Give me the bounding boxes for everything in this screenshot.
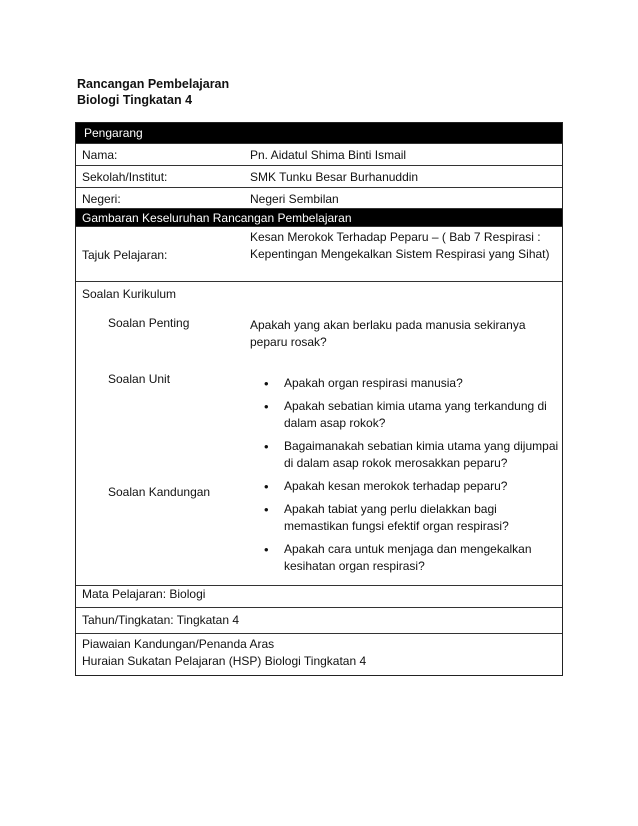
soalan-kurikulum-header: Soalan Kurikulum bbox=[82, 287, 177, 301]
list-item: • Apakah kesan merokok terhadap peparu? bbox=[254, 478, 560, 495]
tahun-row bbox=[76, 607, 562, 634]
negeri-label: Negeri: bbox=[82, 192, 121, 206]
list-item: • Apakah cara untuk menjaga dan mengekalkan kesihatan organ respirasi? bbox=[254, 541, 560, 575]
list-item: • Apakah sebatian kimia utama yang terkandung di dalam asap rokok? bbox=[254, 398, 560, 432]
tahun-tingkatan: Tahun/Tingkatan: Tingkatan 4 bbox=[82, 613, 239, 627]
list-item: • Bagaimanakah sebatian kimia utama yang dijumpai di dalam asap rokok merosakkan peparu? bbox=[254, 438, 560, 472]
nama-row bbox=[76, 143, 562, 166]
nama-value: Pn. Aidatul Shima Binti Ismail bbox=[250, 148, 407, 162]
tajuk-row bbox=[76, 226, 562, 282]
lesson-plan-table bbox=[75, 122, 563, 676]
piawaian-row bbox=[76, 633, 562, 678]
title-line-2: Biologi Tingkatan 4 bbox=[77, 93, 193, 107]
pengarang-header: Pengarang bbox=[84, 126, 143, 140]
negeri-value: Negeri Sembilan bbox=[250, 192, 339, 206]
gambaran-header-row bbox=[76, 208, 562, 227]
sekolah-label: Sekolah/Institut: bbox=[82, 170, 168, 184]
list-item: • Apakah organ respirasi manusia? bbox=[254, 375, 560, 392]
soalan-kurikulum-row bbox=[76, 281, 562, 586]
mata-pelajaran-row bbox=[76, 585, 562, 608]
negeri-row bbox=[76, 187, 562, 209]
sekolah-row bbox=[76, 165, 562, 188]
title-line-1: Rancangan Pembelajaran bbox=[77, 77, 230, 91]
document-title bbox=[77, 76, 229, 108]
tajuk-label: Tajuk Pelajaran: bbox=[82, 248, 168, 262]
soalan-penting-label: Soalan Penting bbox=[108, 316, 190, 330]
tajuk-value: Kesan Merokok Terhadap Peparu – ( Bab 7 Respirasi : Kepentingan Mengekalkan Sistem Respirasi yang Sihat) bbox=[250, 230, 550, 261]
soalan-unit-label: Soalan Unit bbox=[108, 372, 171, 386]
sekolah-value: SMK Tunku Besar Burhanuddin bbox=[250, 170, 419, 184]
list-item: • Apakah tabiat yang perlu dielakkan bagi memastikan fungsi efektif organ respirasi? bbox=[254, 501, 560, 535]
piawaian-line-2: Huraian Sukatan Pelajaran (HSP) Biologi Tingkatan 4 bbox=[82, 654, 367, 668]
pengarang-header-row bbox=[76, 123, 562, 143]
soalan-bullet-list bbox=[254, 375, 560, 581]
piawaian-line-1: Piawaian Kandungan/Penanda Aras bbox=[82, 637, 275, 651]
nama-label: Nama: bbox=[82, 148, 118, 162]
mata-pelajaran: Mata Pelajaran: Biologi bbox=[82, 587, 206, 601]
gambaran-header: Gambaran Keseluruhan Rancangan Pembelajaran bbox=[82, 211, 352, 225]
soalan-kandungan-label: Soalan Kandungan bbox=[108, 485, 211, 499]
soalan-penting-value: Apakah yang akan berlaku pada manusia sekiranya peparu rosak? bbox=[250, 318, 526, 349]
